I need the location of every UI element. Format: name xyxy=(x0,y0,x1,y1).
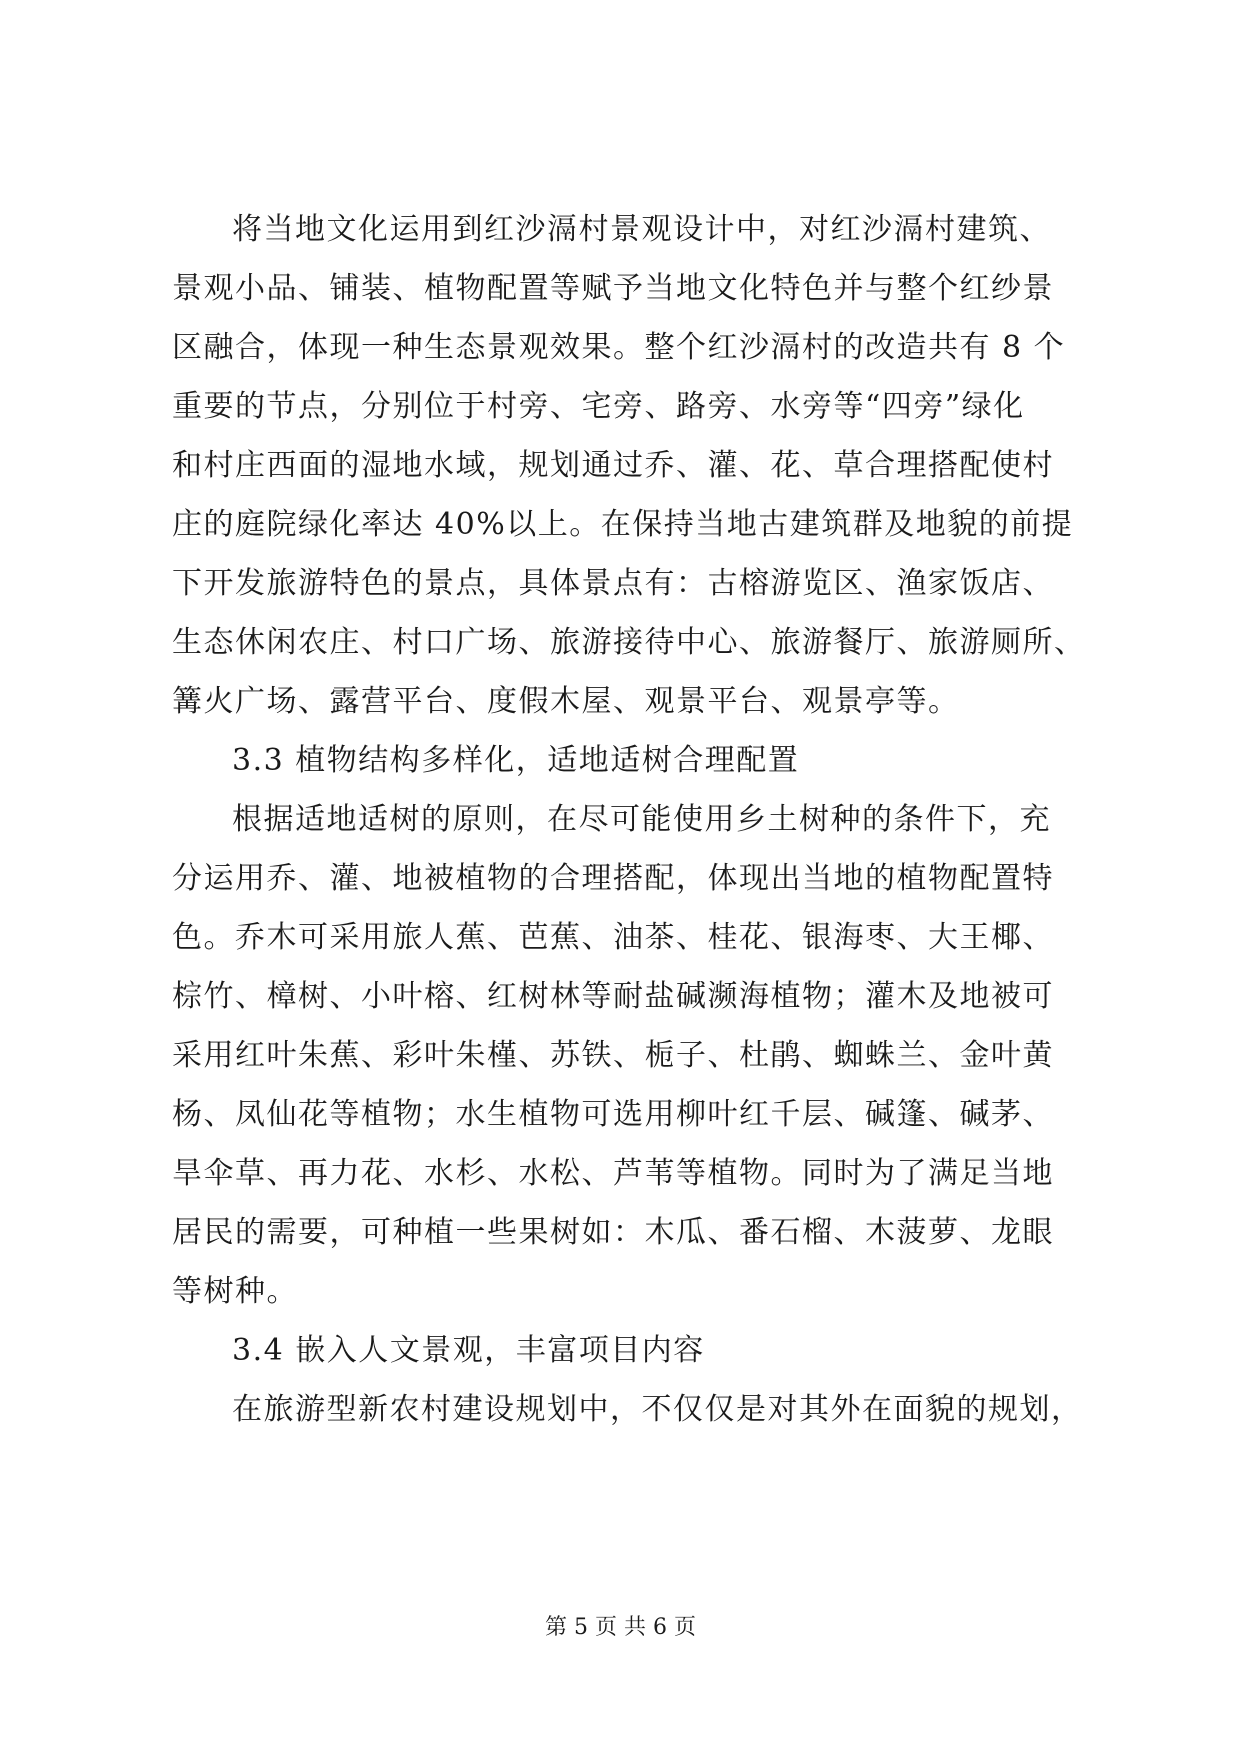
paragraph-cultural-landscape xyxy=(232,1380,1082,1439)
text-line: 分运用乔、灌、地被植物的合理搭配，体现出当地的植物配置特 xyxy=(172,861,1054,896)
text-line: 旱伞草、再力花、水杉、水松、芦苇等植物。同时为了满足当地 xyxy=(172,1156,1054,1191)
paragraph-village-culture xyxy=(172,200,1086,731)
text-line: 和村庄西面的湿地水域，规划通过乔、灌、花、草合理搭配使村 xyxy=(172,448,1054,483)
text-line: 重要的节点，分别位于村旁、宅旁、路旁、水旁等“四旁”绿化 xyxy=(172,389,1025,424)
section-heading-3-3: 3.3 植物结构多样化，适地适树合理配置 xyxy=(232,743,800,778)
text-line: 等树种。 xyxy=(172,1274,298,1309)
text-line: 下开发旅游特色的景点，具体景点有：古榕游览区、渔家饭店、 xyxy=(172,566,1054,601)
text-line: 篝火广场、露营平台、度假木屋、观景平台、观景亭等。 xyxy=(172,684,960,719)
text-line: 在旅游型新农村建设规划中，不仅仅是对其外在面貌的规划， xyxy=(232,1392,1083,1427)
paragraph-plant-configuration xyxy=(172,790,1082,1321)
text-line: 根据适地适树的原则，在尽可能使用乡土树种的条件下，充 xyxy=(232,802,1051,837)
section-heading-3-4: 3.4 嵌入人文景观，丰富项目内容 xyxy=(232,1333,705,1368)
text-line: 将当地文化运用到红沙滆村景观设计中，对红沙滆村建筑、 xyxy=(232,212,1051,247)
text-line: 棕竹、樟树、小叶榕、红树林等耐盐碱濒海植物；灌木及地被可 xyxy=(172,979,1054,1014)
text-line: 景观小品、铺装、植物配置等赋予当地文化特色并与整个红纱景 xyxy=(172,271,1054,306)
text-line: 区融合，体现一种生态景观效果。整个红沙滆村的改造共有 8 个 xyxy=(172,330,1066,365)
text-line: 庄的庭院绿化率达 40%以上。在保持当地古建筑群及地貌的前提 xyxy=(172,507,1074,542)
document-body xyxy=(172,200,1086,1439)
text-line: 采用红叶朱蕉、彩叶朱槿、苏铁、栀子、杜鹃、蜘蛛兰、金叶黄 xyxy=(172,1038,1054,1073)
text-line: 色。乔木可采用旅人蕉、芭蕉、油茶、桂花、银海枣、大王椰、 xyxy=(172,920,1054,955)
text-line: 杨、凤仙花等植物；水生植物可选用柳叶红千层、碱篷、碱茅、 xyxy=(172,1097,1054,1132)
page-number-footer: 第 5 页 共 6 页 xyxy=(545,1615,696,1640)
text-line: 生态休闲农庄、村口广场、旅游接待中心、旅游餐厅、旅游厕所、 xyxy=(172,625,1086,660)
text-line: 居民的需要，可种植一些果树如：木瓜、番石榴、木菠萝、龙眼 xyxy=(172,1215,1054,1250)
